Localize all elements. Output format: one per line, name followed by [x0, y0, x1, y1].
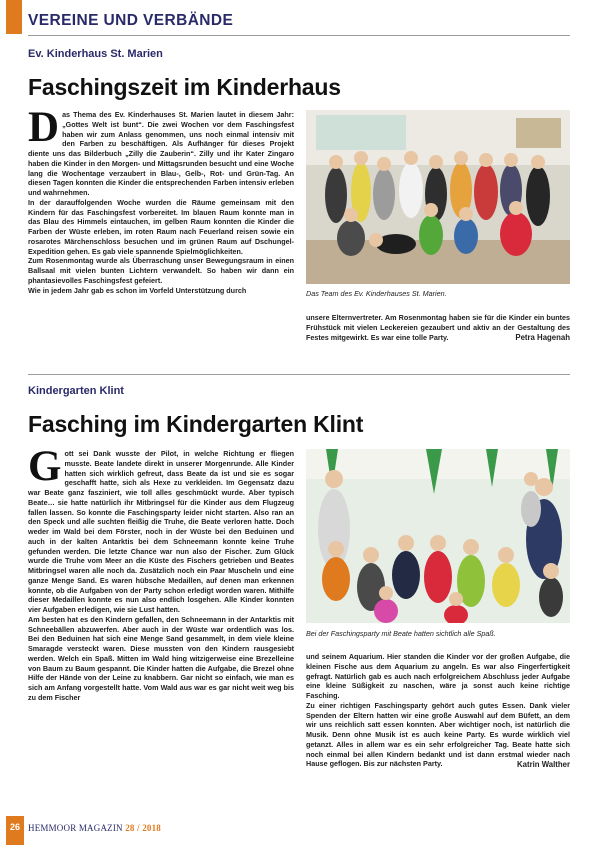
article1-photo — [306, 110, 570, 284]
article2-photo — [306, 449, 570, 623]
footer-issue: 28 / 2018 — [125, 823, 162, 833]
article1-caption: Das Team des Ev. Kinderhauses St. Marien. — [306, 289, 447, 298]
article1-paragraph-2: In der darauffolgenden Woche wurden die Räume gemeinsam mit den Kindern für das Faschingsfest vorbereitet. Im blauen Raum konnte man in das Blau des Himmels eintauchen, im gelben Raum konnten die Kinder die Farben der Wüste erleben, im roten Raum nach Feuerland reisen sowie ein rosarotes Märchenschloss besuchen und im grünen Raum auf Dschungel-Expedition gehen. Es gab viele spannende Spielmöglichkeiten. — [28, 197, 294, 256]
party-photo-image — [306, 449, 570, 623]
article1-column-2 — [306, 313, 570, 343]
article1-author: Petra Hagenah — [515, 333, 570, 343]
article2-column-2 — [306, 652, 570, 770]
article2-caption: Bei der Faschingsparty mit Beate hatten sichtlich alle Spaß. — [306, 629, 496, 638]
article2-column-2-text: und seinem Aquarium. Hier standen die Kinder vor der großen Aufgabe, die kleinen Fische aus dem Aquarium zu angeln. Es war also Fingerfertigkeit gefragt. Natürlich gab es auch nach erfolgreichem Abschluss jeder Aufgabe eine kleine Süßigkeit zu naschen, wäre ja sonst auch keine richtige Fasching. — [306, 652, 570, 700]
article2-paragraph-2: Am besten hat es den Kindern gefallen, den Schneemann in der Antarktis mit Schneebällen abzuwerfen. Aber auch in der Wüste war ordentlich was los. Bei den Beduinen hat sich eine Menge Sand gesammelt, in dem viele kleine Smaragde versteckt waren. Diese mussten von den Kindern rausgesiebt werden. Welch ein Spaß. Mitten im Wald hing witzigerweise eine Brezelleine von Baum zu Baum gespannt. Die Kinder hatten die Aufgabe, die Brezel ohne Hilfe der Hände von der Leine zu knabbern. Gar nicht so einfach, wie man es sich am Anfang vorgestellt hatte. Vom Wald aus war es gar nicht weit weg bis zu dem Fischer — [28, 614, 294, 702]
section-title: VEREINE UND VERBÄNDE — [28, 12, 234, 29]
article-divider — [28, 374, 570, 375]
article2-headline: Fasching im Kindergarten Klint — [28, 411, 364, 437]
section-divider — [28, 35, 570, 36]
team-photo-image — [306, 110, 570, 284]
article1-column-1 — [28, 104, 294, 295]
section-accent-bar — [6, 0, 22, 34]
article1-headline: Faschingszeit im Kinderhaus — [28, 74, 341, 100]
article2-author: Katrin Walther — [517, 760, 570, 769]
article1-paragraph-4: Wie in jedem Jahr gab es schon im Vorfeld Unterstützung durch — [28, 285, 247, 295]
page-number: 26 — [9, 822, 20, 832]
article1-paragraph-3: Zum Rosenmontag wurde als Überraschung unser Bewegungsraum in einen Ballsaal mit vielen bunten Lichtern verwandelt. So haben wir dann ein phantasievolles Faschingsfest gefeiert. — [28, 256, 294, 285]
footer-magazine-name: HEMMOOR MAGAZIN — [28, 823, 123, 833]
article1-dropcap: D — [28, 104, 60, 151]
article2-dropcap: G — [28, 443, 62, 490]
article1-column-2-text: unsere Elternvertreter. Am Rosenmontag haben sie für die Kinder ein buntes Frühstück mit vielen Leckereien gezaubert und aktiv an der Gestaltung des Festes mitgewirkt. Es war eine tolle Party. — [306, 313, 570, 342]
article1-kicker: Ev. Kinderhaus St. Marien — [28, 48, 163, 60]
article2-lead: ott sei Dank wusste der Pilot, in welche Richtung er fliegen musste. Beate landete direkt in unserer Morgenrunde. Alle Kinder hatten sich wirklich gefreut, dass Beate da ist und sie es sogar geschafft hatte, sich als Hexe zu verkleiden. Im Gegensatz dazu war Beate ganz fasziniert, wie toll alles geschmückt wurde. Aber typisch Beate… sie hatte natürlich ihr Mitbringsel für die Kinder aus dem Flugzeug fallen lassen. So konnte die Faschingsparty leider nicht starten. Also ran an den Speck und alle suchten fleißig die Truhe, die Beate verloren hatte. Doch weder im Wald bei dem Förster, noch in der Wüste bei den Beduinen und auch in der kalten Antarktis bei dem Schneemann konnte keine Truhe gefunden werden. Die letzte Chance war nun also der Fischer. Zum Glück wurde die Truhe vom Meer an die Küste des Fischers getrieben und Beates Mitbringsel waren alle noch da. Zusätzlich noch ein Paar Muscheln und eine ganze Menge Sand. Es waren hübsche Medaillen, auf denen man erkennen konnte, ob die Aufgaben von der Party schon erledigt worden waren. Mithilfe dieser Medaillen konnte es nun also endlich losgehen. Alle Kinder konnten vier Aufgaben erledigen, wie sie Lust hatten. — [28, 449, 294, 614]
article1-lead: as Thema des Ev. Kinderhauses St. Marien lautet in diesem Jahr: „Gottes Welt ist bunt“. Die zwei Wochen vor dem Faschingsfest haben wir zum Anlass genommen, uns noch einmal intensiv mit den Farben zu beschäftigen. Als Aufhänger für dieses Projekt diente uns das Bilderbuch „Zilly die Zauberin“. Zilly und ihr Kater Zingaro haben die Kinder in den Morgen- und Mittagsrunden besucht und eine Woche lang die Wochentage verzaubert in Blau-, Gelb-, Rot- und Grün-Tag. An diesen Tagen konnten die Kinder die entsprechenden Farben intensiv erleben und wahrnehmen. — [28, 110, 294, 197]
article2-column-1 — [28, 443, 294, 703]
article2-column-2-text-b: Zu einer richtigen Faschingsparty gehört auch gutes Essen. Dank vieler Spenden der Eltern hatten wir eine große Auswahl auf dem Büfett, an dem wir uns reichlich satt essen konnten. Aber wichtiger noch, ist natürlich die Musik. Denn ohne Musik ist es auch keine Party. Es wurde wirklich viel getanzt. Alles in allem war es ein sehr erfolgreicher Tag. Beate hatte sich noch einmal bei allen Kindern bedankt und ist dann erstmal wieder nach Hause geflogen. Bis zur nächsten Party. — [306, 700, 570, 769]
article2-kicker: Kindergarten Klint — [28, 385, 124, 397]
footer-magazine — [28, 823, 161, 833]
